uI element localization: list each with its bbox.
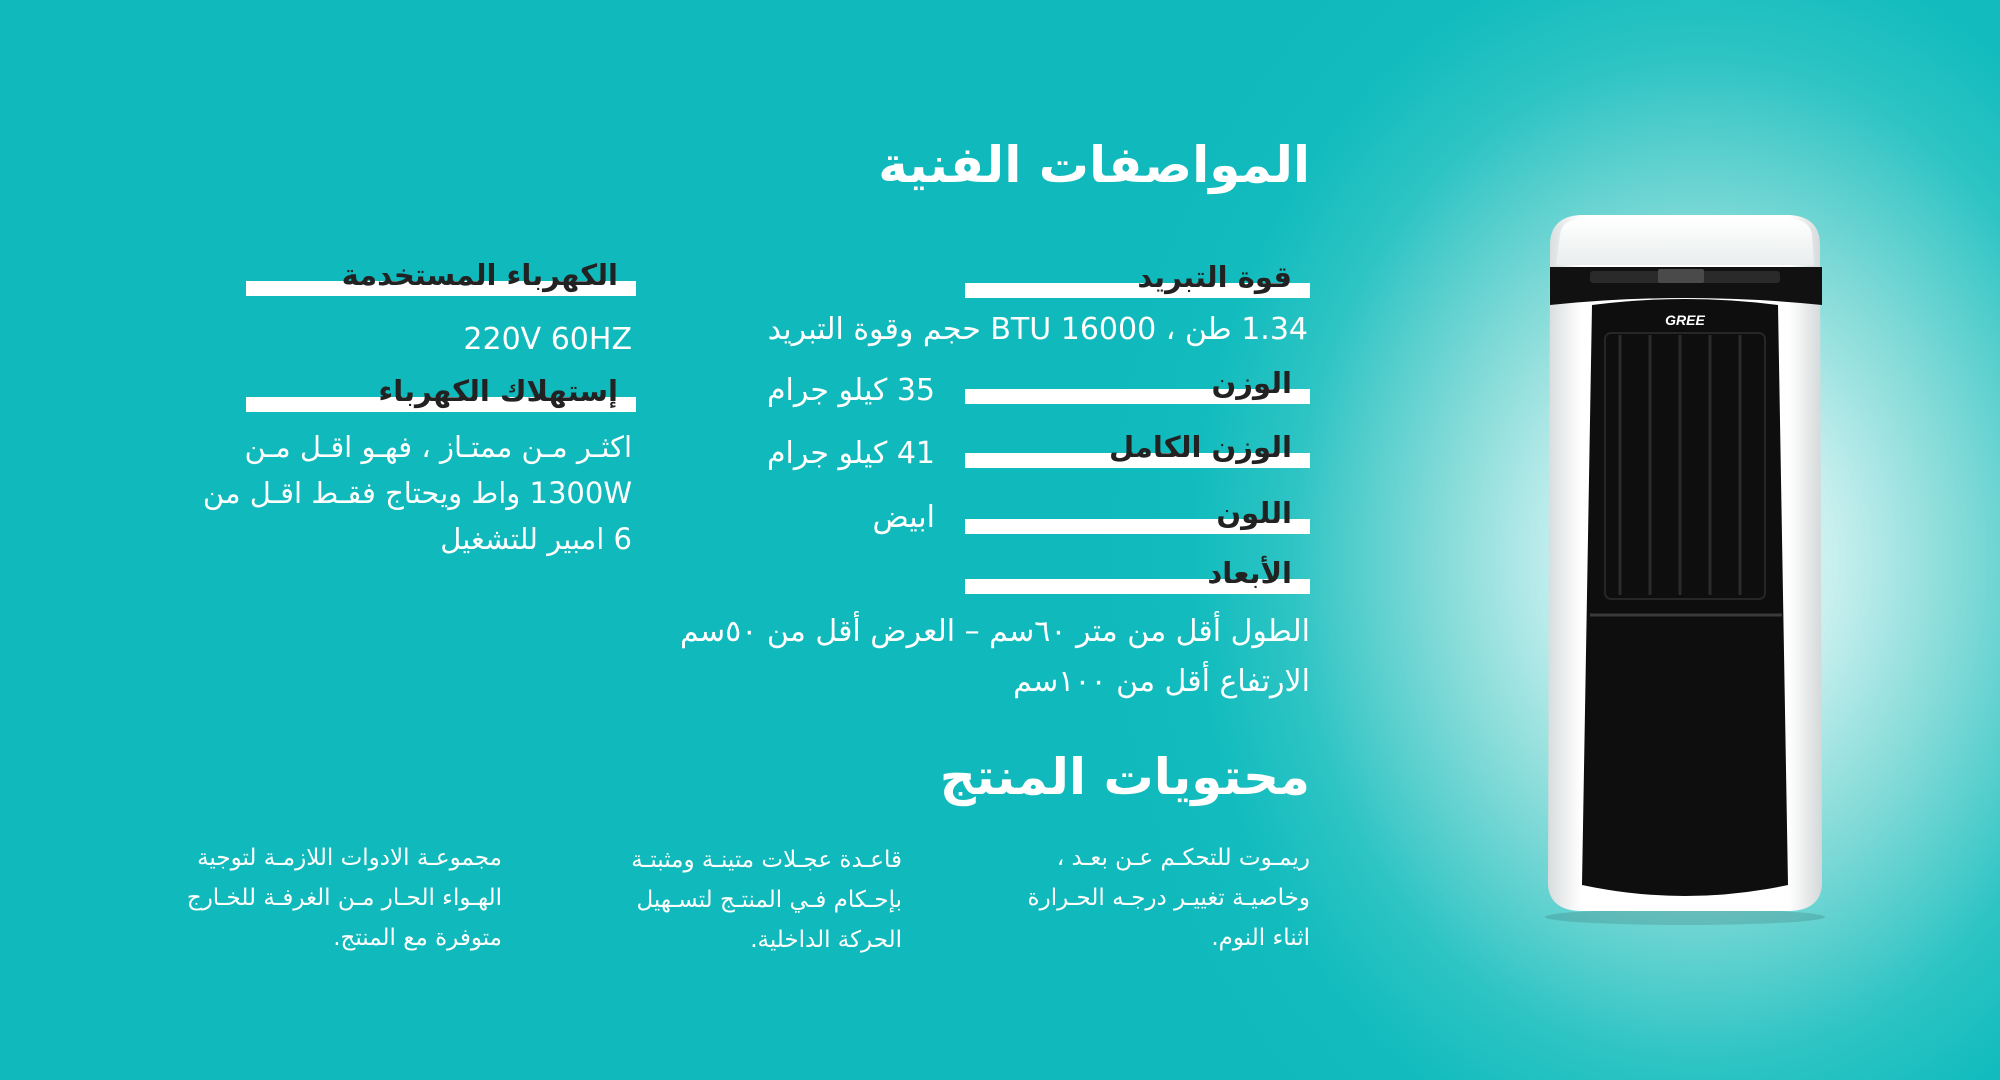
brand-logo: GREE bbox=[1665, 312, 1705, 328]
contents-title: محتويات المنتج bbox=[939, 748, 1310, 806]
power-consumption-text bbox=[92, 424, 632, 562]
power-consumption-label: إستهلاك الكهرباء bbox=[246, 378, 636, 412]
weight-value: 35 كيلو جرام bbox=[766, 373, 935, 408]
content-wheels-line: قاعـدة عجـلات متينـة ومثبتـة bbox=[631, 847, 902, 873]
content-wheels-line: الحركة الداخلية. bbox=[750, 927, 902, 953]
dimensions-label: الأبعاد bbox=[965, 560, 1310, 594]
power-used-value: 220V 60HZ bbox=[463, 322, 632, 357]
content-remote-line: ريمـوت للتحكـم عـن بعـد ، bbox=[1056, 845, 1310, 871]
content-wheels bbox=[522, 840, 902, 960]
content-tools-line: مجموعـة الادوات اللازمـة لتوجية bbox=[197, 845, 502, 871]
content-tools-line: متوفرة مع المنتج. bbox=[333, 925, 502, 951]
product-image bbox=[1520, 205, 1850, 925]
full-weight-label: الوزن الكامل bbox=[965, 434, 1310, 468]
weight-label: الوزن bbox=[965, 370, 1310, 404]
color-value: ابيض bbox=[872, 500, 935, 535]
content-tools bbox=[102, 838, 502, 958]
content-remote-line: اثناء النوم. bbox=[1211, 925, 1310, 951]
dimensions-line-1: الطول أقل من متر ٦٠سم – العرض أقل من ٥٠سم bbox=[680, 614, 1310, 649]
power-consumption-line: 1300W واط ويحتاج فقـط اقـل من bbox=[202, 476, 632, 510]
content-remote-line: وخاصيـة تغييـر درجـه الحـرارة bbox=[1027, 885, 1310, 911]
content-remote bbox=[930, 838, 1310, 958]
cooling-value: 1.34 طن ، 16000 BTU حجم وقوة التبريد bbox=[767, 312, 1308, 347]
full-weight-value: 41 كيلو جرام bbox=[766, 436, 935, 471]
color-label: اللون bbox=[965, 500, 1310, 534]
content-tools-line: الهـواء الحـار مـن الغرفـة للخـارج bbox=[186, 885, 502, 911]
dimensions-line-2: الارتفاع أقل من ١٠٠سم bbox=[1013, 664, 1310, 699]
cooling-label: قوة التبريد bbox=[965, 264, 1310, 298]
power-consumption-line: اكثـر مـن ممتـاز ، فهـو اقـل مـن bbox=[244, 430, 632, 464]
content-wheels-line: بإحـكام فـي المنتـج لتسـهيل bbox=[636, 887, 902, 913]
power-consumption-line: 6 امبير للتشغيل bbox=[440, 522, 632, 556]
specs-title: المواصفات الفنية bbox=[878, 136, 1310, 194]
power-used-label: الكهرباء المستخدمة bbox=[246, 262, 636, 296]
